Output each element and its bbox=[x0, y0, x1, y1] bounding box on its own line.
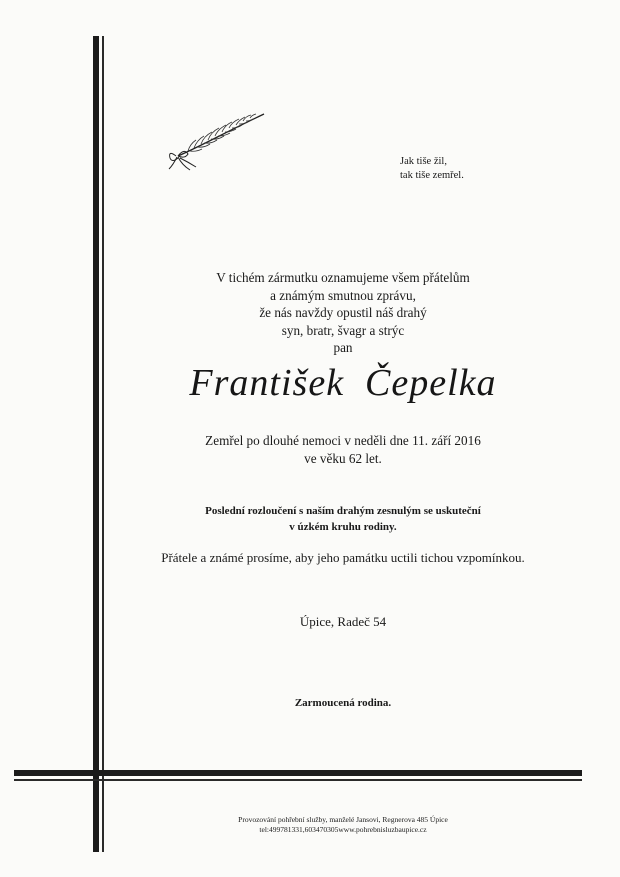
signature: Zarmoucená rodina. bbox=[294, 697, 392, 709]
mourning-cross-horizontal-line bbox=[14, 779, 582, 781]
death-notice-line: ve věku 62 let. bbox=[304, 450, 382, 466]
intro-line: syn, bratr, švagr a strýc bbox=[281, 322, 405, 338]
farewell-line: Poslední rozloučení s naším drahým zesnulým se uskuteční bbox=[205, 505, 481, 517]
footer-line: Provozování pohřební služby, manželé Jansovi, Regnerova 485 Úpice bbox=[238, 815, 448, 824]
motto-line: Jak tiše žil, bbox=[400, 156, 447, 167]
announcement-intro bbox=[104, 269, 582, 357]
address: Úpice, Radeč 54 bbox=[299, 614, 387, 629]
intro-line: pan bbox=[333, 340, 353, 355]
footer-line: tel:499781331,603470305www.pohrebnisluzbaupice.cz bbox=[259, 825, 427, 834]
intro-line: a známým smutnou zprávu, bbox=[270, 287, 416, 303]
funeral-service-footer bbox=[104, 815, 582, 835]
palm-branch-icon bbox=[166, 110, 268, 174]
mourning-cross-horizontal-bar bbox=[14, 770, 582, 776]
motto bbox=[400, 155, 464, 183]
mourning-cross-vertical-bar bbox=[93, 36, 99, 852]
friends-request: Přátele a známé prosíme, aby jeho památku uctili tichou vzpomínkou. bbox=[161, 550, 525, 565]
motto-line: tak tiše zemřel. bbox=[400, 170, 464, 181]
deceased-name: František Čepelka bbox=[189, 362, 497, 404]
death-notice-line: Zemřel po dlouhé nemoci v neděli dne 11. září 2016 bbox=[205, 433, 481, 448]
intro-line: že nás navždy opustil náš drahý bbox=[259, 305, 427, 320]
farewell-notice bbox=[104, 503, 582, 535]
death-notice bbox=[104, 432, 582, 467]
farewell-line: v úzkém kruhu rodiny. bbox=[289, 521, 397, 533]
intro-line: V tichém zármutku oznamujeme všem přátelům bbox=[216, 270, 470, 285]
